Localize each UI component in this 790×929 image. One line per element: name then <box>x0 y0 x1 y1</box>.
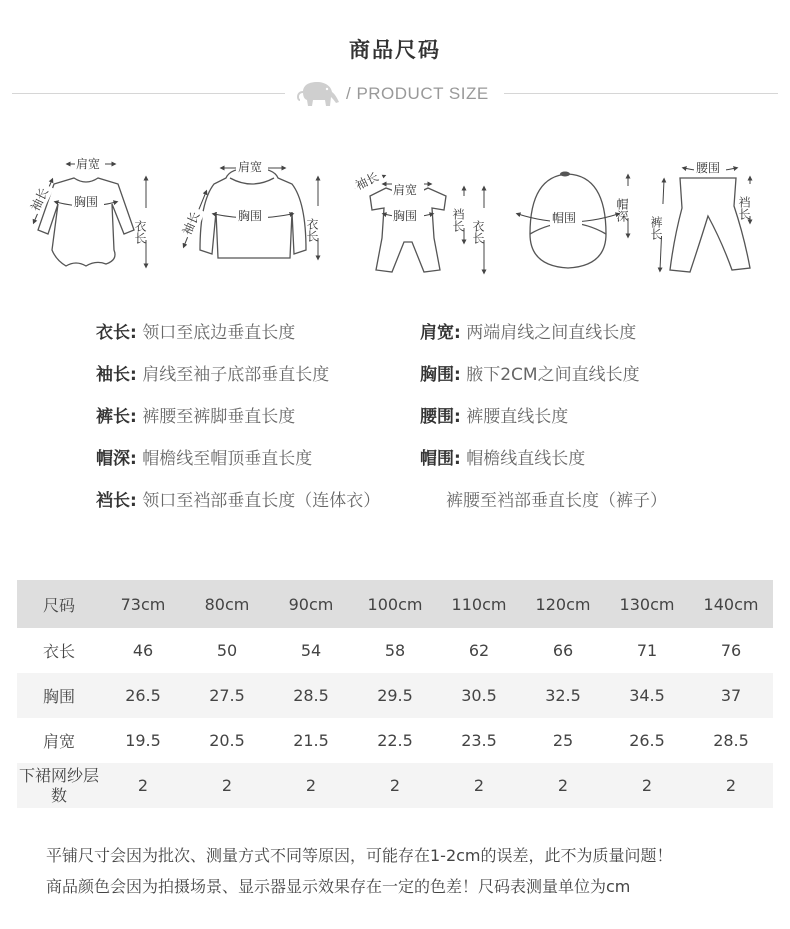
notes <box>46 840 673 902</box>
note-line: 商品颜色会因为拍摄场景、显示器显示效果存在一定的色差！尺码表测量单位为cm <box>46 877 631 896</box>
definition-desc: 肩线至袖子底部垂直长度 <box>142 365 330 385</box>
romper-shoulder-label: 肩宽 <box>393 183 418 197</box>
dress-sleeve-label: 袖长 <box>28 185 52 214</box>
definition-desc: 帽檐线直线长度 <box>466 449 586 469</box>
pants-length-label: 裤长 <box>649 216 663 240</box>
definition-hat-circumference <box>420 444 585 469</box>
definition-hat-depth <box>96 444 312 469</box>
table-cell: 下裙网纱层数 <box>17 763 101 808</box>
measurement-figures <box>0 150 790 280</box>
table-cell: 46 <box>132 641 154 660</box>
hat-figure <box>518 172 636 269</box>
definition-term: 衣长: <box>96 323 137 343</box>
table-cell: 62 <box>468 641 490 660</box>
definition-term: 袖长: <box>96 365 137 385</box>
table-cell: 19.5 <box>125 731 161 750</box>
hat-depth-label: 帽深 <box>615 198 629 222</box>
table-cell: 58 <box>384 641 406 660</box>
table-cell: 20.5 <box>209 731 245 750</box>
table-cell: 2 <box>521 763 605 808</box>
romper-crotch-label: 裆长 <box>451 208 465 232</box>
table-cell: 76 <box>720 641 742 660</box>
definition-chest <box>420 360 640 385</box>
sweater-figure <box>178 159 326 258</box>
sweater-sleeve-label: 袖长 <box>179 209 203 238</box>
table-row <box>17 628 773 673</box>
divider-right <box>504 93 778 94</box>
table-cell: 28.5 <box>713 731 749 750</box>
definition-term: 裆长: <box>96 491 137 511</box>
definition-term: 帽深: <box>96 449 137 469</box>
table-cell: 2 <box>353 763 437 808</box>
romper-figure <box>351 167 492 272</box>
table-cell: 2 <box>269 763 353 808</box>
table-header-cell: 100cm <box>353 580 437 628</box>
table-cell: 25 <box>552 731 574 750</box>
table-cell: 54 <box>300 641 322 660</box>
table-header-cell: 80cm <box>185 580 269 628</box>
definition-sleeve <box>96 360 329 385</box>
definition-desc: 裤腰至裆部垂直长度（裤子） <box>446 491 667 511</box>
note-line: 平铺尺寸会因为批次、测量方式不同等原因，可能存在1-2cm的误差，此不为质量问题！ <box>46 846 673 865</box>
table-header-cell: 73cm <box>101 580 185 628</box>
definition-desc: 帽檐线至帽顶垂直长度 <box>142 449 313 469</box>
table-cell: 胸围 <box>17 673 101 718</box>
table-cell: 2 <box>185 763 269 808</box>
subtitle: / PRODUCT SIZE <box>346 84 489 103</box>
table-row <box>17 763 773 808</box>
table-header-cell: 尺码 <box>17 580 101 628</box>
table-cell: 21.5 <box>293 731 329 750</box>
definition-shoulder <box>420 318 636 343</box>
table-cell: 50 <box>216 641 238 660</box>
subtitle-row <box>12 80 778 110</box>
dress-chest-label: 胸围 <box>74 195 99 209</box>
definition-desc: 腋下2CM之间直线长度 <box>466 365 640 385</box>
romper-length-label: 衣长 <box>471 220 485 244</box>
table-row <box>17 673 773 718</box>
table-header-cell: 110cm <box>437 580 521 628</box>
table-cell: 37 <box>689 673 773 718</box>
table-cell: 肩宽 <box>42 732 75 751</box>
page-title: 商品尺码 <box>349 38 441 62</box>
definition-waist <box>420 402 568 427</box>
size-table <box>17 580 773 808</box>
table-cell: 30.5 <box>437 673 521 718</box>
table-cell: 2 <box>437 763 521 808</box>
table-cell: 28.5 <box>269 673 353 718</box>
sweater-shoulder-label: 肩宽 <box>238 160 263 174</box>
dress-length-label: 衣长 <box>133 220 147 244</box>
table-header-cell: 90cm <box>269 580 353 628</box>
table-row <box>17 718 773 763</box>
table-cell: 26.5 <box>101 673 185 718</box>
definition-term: 帽围: <box>420 449 461 469</box>
table-cell: 71 <box>636 641 658 660</box>
table-cell: 34.5 <box>605 673 689 718</box>
table-cell: 22.5 <box>377 731 413 750</box>
definition-clothing-length <box>96 318 295 343</box>
table-cell: 2 <box>605 763 689 808</box>
definition-term: 肩宽: <box>420 323 461 343</box>
pants-crotch-label: 裆长 <box>737 196 751 220</box>
romper-chest-label: 胸围 <box>393 209 418 223</box>
table-cell: 2 <box>689 763 773 808</box>
table-cell: 29.5 <box>353 673 437 718</box>
definition-desc: 领口至底边垂直长度 <box>142 323 296 343</box>
dress-figure <box>26 156 154 266</box>
table-header-cell: 140cm <box>689 580 773 628</box>
sweater-length-label: 衣长 <box>305 218 319 242</box>
table-header-cell: 120cm <box>521 580 605 628</box>
hat-circumference-label: 帽围 <box>552 211 577 225</box>
divider-left <box>12 93 285 94</box>
table-header-row <box>17 580 773 628</box>
dress-shoulder-label: 肩宽 <box>76 157 101 171</box>
table-cell: 2 <box>101 763 185 808</box>
elephant-icon <box>295 80 343 108</box>
definition-desc: 两端肩线之间直线长度 <box>466 323 637 343</box>
definition-crotch <box>96 486 380 511</box>
definition-desc: 裤腰至裤脚垂直长度 <box>142 407 296 427</box>
definition-pants-length <box>96 402 295 427</box>
table-cell: 66 <box>552 641 574 660</box>
definition-desc: 裤腰直线长度 <box>466 407 569 427</box>
table-cell: 27.5 <box>185 673 269 718</box>
pants-figure <box>649 160 758 272</box>
table-header-cell: 130cm <box>605 580 689 628</box>
sweater-chest-label: 胸围 <box>238 209 263 223</box>
definition-term: 裤长: <box>96 407 137 427</box>
table-cell: 26.5 <box>629 731 665 750</box>
pants-waist-label: 腰围 <box>696 161 721 175</box>
definition-desc: 领口至裆部垂直长度（连体衣） <box>142 491 381 511</box>
table-cell: 衣长 <box>42 642 75 661</box>
definition-term: 腰围: <box>420 407 461 427</box>
definition-crotch-pants <box>446 486 667 511</box>
definition-term: 胸围: <box>420 365 461 385</box>
table-cell: 32.5 <box>521 673 605 718</box>
romper-sleeve-label: 袖长 <box>353 169 381 193</box>
table-cell: 23.5 <box>461 731 497 750</box>
